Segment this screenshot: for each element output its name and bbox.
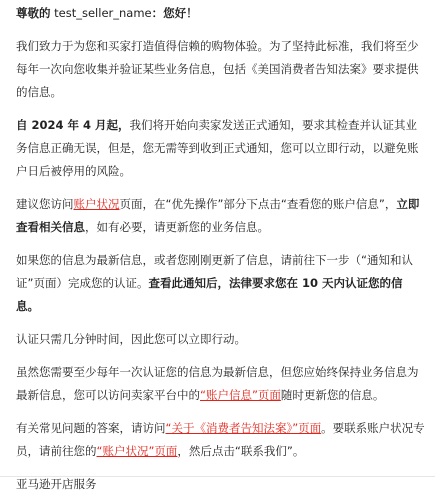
recommend-text-a: 建议您访问: [16, 197, 74, 211]
paragraph-verify: [16, 249, 425, 318]
paragraph-notice: [16, 114, 425, 183]
verify-deadline: 查看此通知后，法律要求您在 10 天内认证您的信息。: [16, 276, 403, 313]
greeting: [16, 2, 425, 25]
notice-text: 我们将开始向卖家发送正式通知，要求其检查并认证其业务信息正确无误，但是，您无需等到收到正式通知，您可以立即行动，以避免账户日后被停用的风险。: [16, 118, 419, 178]
paragraph-recommend: [16, 193, 425, 239]
recommend-text-c: ，如有必要，请更新您的业务信息。: [85, 220, 269, 234]
notice-date: 自 2024 年 4 月起，: [16, 118, 130, 132]
paragraph-intro: 我们致力于为您和买家打造值得信赖的购物体验。为了坚持此标准，我们将至少每年一次向您收集并验证某些业务信息，包括《美国消费者告知法案》要求提供的信息。: [16, 39, 419, 99]
faq-text-c: ，然后点击“联系我们”。: [177, 444, 305, 458]
paragraph-faq: [16, 417, 425, 463]
greeting-suffix: ：您好！: [151, 6, 198, 20]
faq-text-b: 。要联系账户状况专员，请前往您的: [16, 421, 425, 458]
seller-name: test_seller_name: [54, 6, 152, 20]
signoff: 亚马逊开店服务: [16, 477, 97, 491]
verify-text: 如果您的信息为最新信息，或者您刚刚更新了信息，请前往下一步（“通知和认证”页面）完成您的认证。: [16, 253, 413, 290]
recommend-bold: 立即查看相关信息: [16, 197, 420, 234]
annual-text-b: 随时更新您的信息。: [280, 388, 385, 402]
account-health-link[interactable]: 账户状况: [73, 197, 120, 211]
paragraph-minutes: 认证只需几分钟时间，因此您可以立即行动。: [16, 332, 246, 346]
paragraph-annual: [16, 361, 425, 407]
faq-text-a: 有关常见问题的答案，请访问: [16, 421, 166, 435]
recommend-text-b: 页面，在“优先操作”部分下点击“查看您的账户信息”，: [119, 197, 397, 211]
greeting-prefix: 尊敬的: [16, 6, 51, 20]
annual-text-a: 虽然您需要至少每年一次认证您的信息为最新信息，但您应始终保持业务信息为最新信息，您可以访问卖家平台中的: [16, 365, 419, 402]
account-info-link[interactable]: “账户信息”页面: [200, 388, 281, 402]
informa-act-link[interactable]: “关于《消费者告知法案》”页面: [165, 421, 322, 435]
account-health-page-link[interactable]: “账户状况”页面: [96, 444, 178, 458]
